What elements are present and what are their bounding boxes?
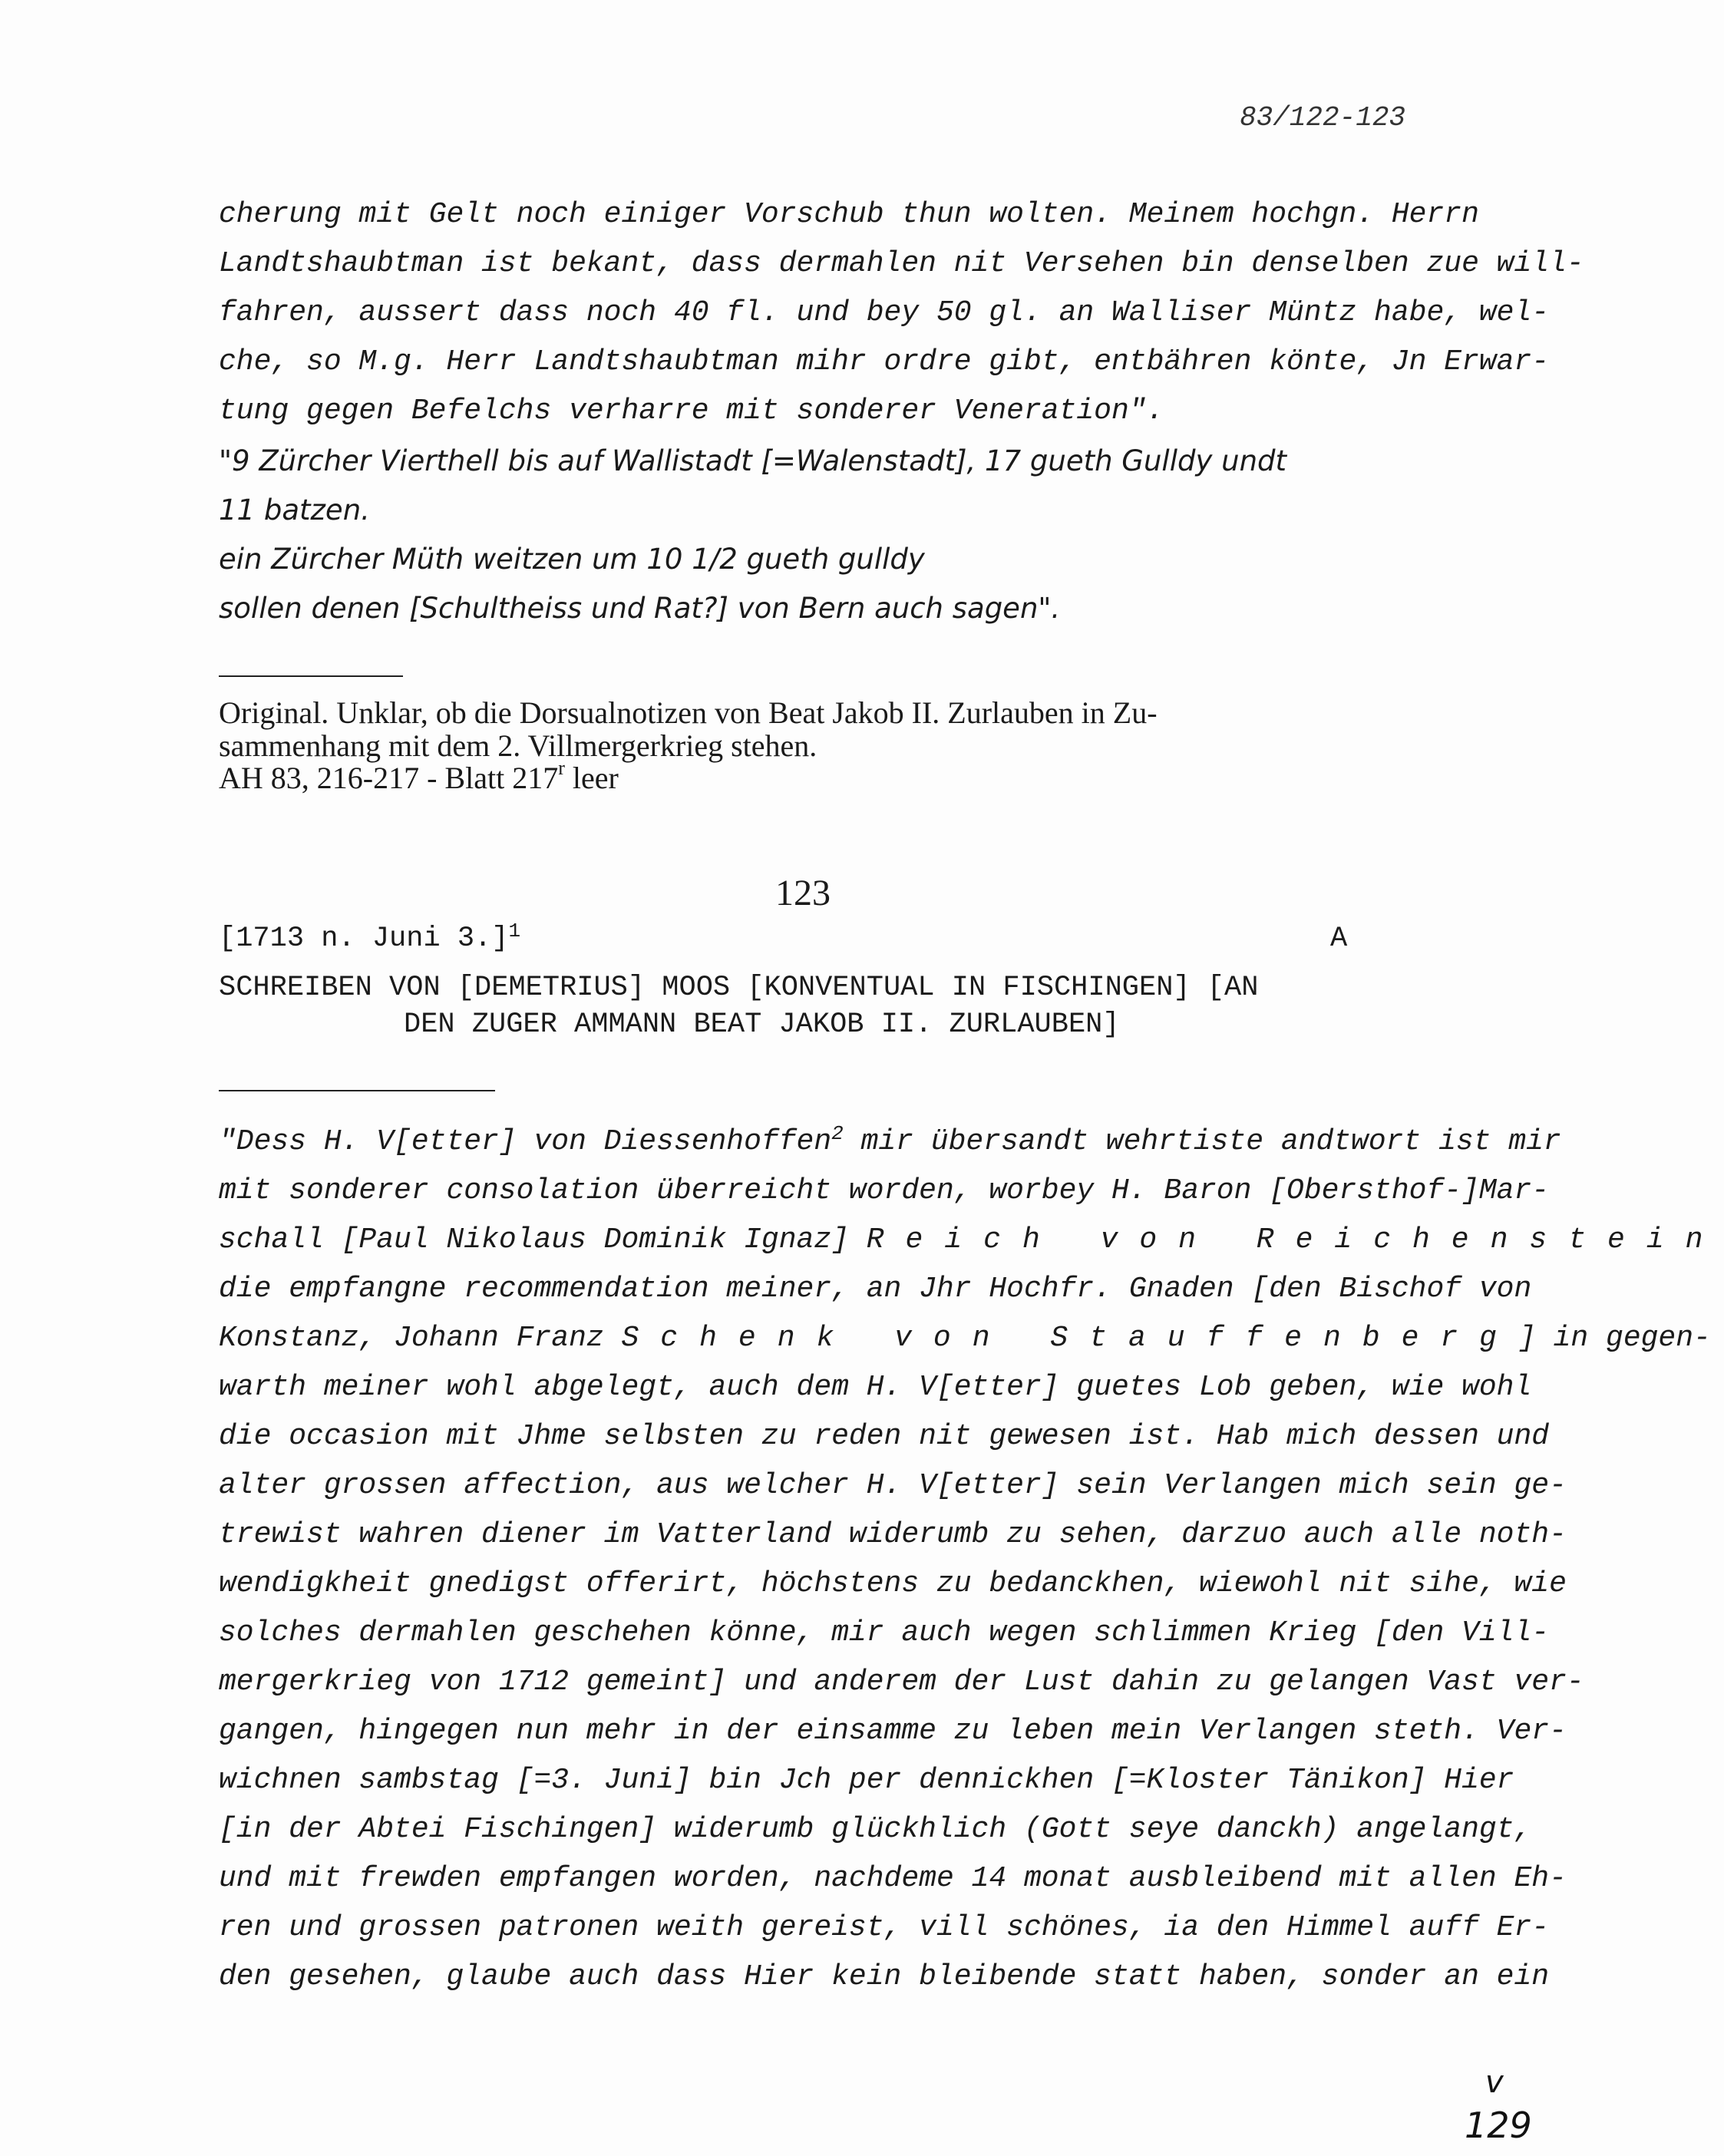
source-note-line: Original. Unklar, ob die Dorsualnotizen von Beat Jakob II. Zurlauben in Zu-	[219, 695, 1158, 730]
separator-rule	[219, 675, 403, 677]
source-note-line: sammenhang mit dem 2. Villmergerkrieg stehen.	[219, 728, 817, 763]
letter-line: die empfangne recommendation meiner, an Jhr Hochfr. Gnaden [den Bischof von	[219, 1273, 1532, 1306]
text-line: Landtshaubtman ist bekant, dass dermahlen nit Versehen bin denselben zue will-	[219, 247, 1584, 280]
source-note-line	[219, 757, 619, 796]
dorsal-note-line: ein Zürcher Müth weitzen um 10 1/2 gueth gulldy	[219, 543, 925, 576]
archive-reference-end: leer	[564, 761, 619, 795]
letter-line: "Dess H. V[etter] von Diessenhoffen$^2$ mir übersandt wehrtiste andtwort ist mir	[219, 1122, 1561, 1158]
letter-line: Konstanz, Johann Franz Schenk von Stauffenberg] in gegen-	[219, 1322, 1711, 1355]
footnote-ref: 2	[831, 1122, 844, 1145]
letter-line: mergerkrieg von 1712 gemeint] und anderem der Lust dahin zu gelangen Vast ver-	[219, 1666, 1584, 1699]
dorsal-note-line: "9 Zürcher Vierthell bis auf Wallistadt [=Walenstadt], 17 gueth Gulldy undt	[219, 444, 1287, 477]
letter-line: und mit frewden empfangen worden, nachdeme 14 monat ausbleibend mit allen Eh-	[219, 1862, 1567, 1895]
recto-mark: r	[558, 757, 565, 779]
document-type-code: A	[1330, 923, 1348, 955]
letter-line: solches dermahlen geschehen könne, mir auch wegen schlimmen Krieg [den Vill-	[219, 1616, 1550, 1649]
text-line: tung gegen Befelchs verharre mit sonderer Veneration".	[219, 395, 1164, 428]
letter-line: die occasion mit Jhme selbsten zu reden nit gewesen ist. Hab mich dessen und	[219, 1420, 1550, 1453]
spaced-name: Schenk von Stauffenberg	[621, 1322, 1518, 1355]
text-line: cherung mit Gelt noch einiger Vorschub thun wolten. Meinem hochgn. Herrn	[219, 198, 1479, 231]
dorsal-note-line: sollen denen [Schultheiss und Rat?] von Bern auch sagen".	[219, 592, 1061, 625]
letter-line: ren und grossen patronen weith gereist, vill schönes, ia den Himmel auff Er-	[219, 1911, 1550, 1944]
letter-line: gangen, hingegen nun mehr in der einsamme zu leben mein Verlangen steth. Ver-	[219, 1715, 1567, 1748]
letter-line: schall [Paul Nikolaus Dominik Ignaz] Reich von Reichenstein	[219, 1223, 1724, 1256]
document-date	[219, 920, 521, 955]
letter-line: wichnen sambstag [=3. Juni] bin Jch per dennickhen [=Kloster Tänikon] Hier	[219, 1764, 1514, 1797]
letter-line: trewist wahren diener im Vatterland widerumb zu sehen, darzuo auch alle noth-	[219, 1518, 1567, 1551]
archive-reference: AH 83, 216-217 - Blatt 217	[219, 761, 559, 795]
folio-number: 129	[1465, 2105, 1532, 2146]
text-line: fahren, aussert dass noch 40 fl. und bey 50 gl. an Walliser Müntz habe, wel-	[219, 296, 1550, 329]
footnote-ref: 1	[508, 920, 521, 943]
letter-line: alter grossen affection, aus welcher H. V[etter] sein Verlangen mich sein ge-	[219, 1469, 1567, 1502]
date-text: [1713 n. Juni 3.]	[219, 923, 509, 955]
letter-line: warth meiner wohl abgelegt, auch dem H. V[etter] guetes Lob geben, wie wohl	[219, 1371, 1532, 1404]
text-line: che, so M.g. Herr Landtshaubtman mihr ordre gibt, entbähren könte, Jn Erwar-	[219, 345, 1550, 378]
document-title-line1: SCHREIBEN VON [DEMETRIUS] MOOS [KONVENTUAL IN FISCHINGEN] [AN	[219, 972, 1259, 1004]
separator-rule	[219, 1090, 495, 1091]
document-title-line2: DEN ZUGER AMMANN BEAT JAKOB II. ZURLAUBEN]	[404, 1009, 1120, 1041]
check-mark: v	[1485, 2065, 1504, 2100]
page-number: 83/122-123	[1240, 102, 1406, 134]
spaced-name: Reich von Reichenstein	[866, 1223, 1724, 1256]
dorsal-note-line: 11 batzen.	[219, 494, 370, 527]
letter-line: [in der Abtei Fischingen] widerumb glückhlich (Gott seye danckh) angelangt,	[219, 1813, 1532, 1846]
document-number: 123	[775, 873, 831, 913]
letter-line: wendigkheit gnedigst offerirt, höchstens zu bedanckhen, wiewohl nit sihe, wie	[219, 1567, 1567, 1600]
letter-line: den gesehen, glaube auch dass Hier kein bleibende statt haben, sonder an ein	[219, 1960, 1550, 1993]
letter-line: mit sonderer consolation überreicht worden, worbey H. Baron [Obersthof-]Mar-	[219, 1174, 1550, 1207]
